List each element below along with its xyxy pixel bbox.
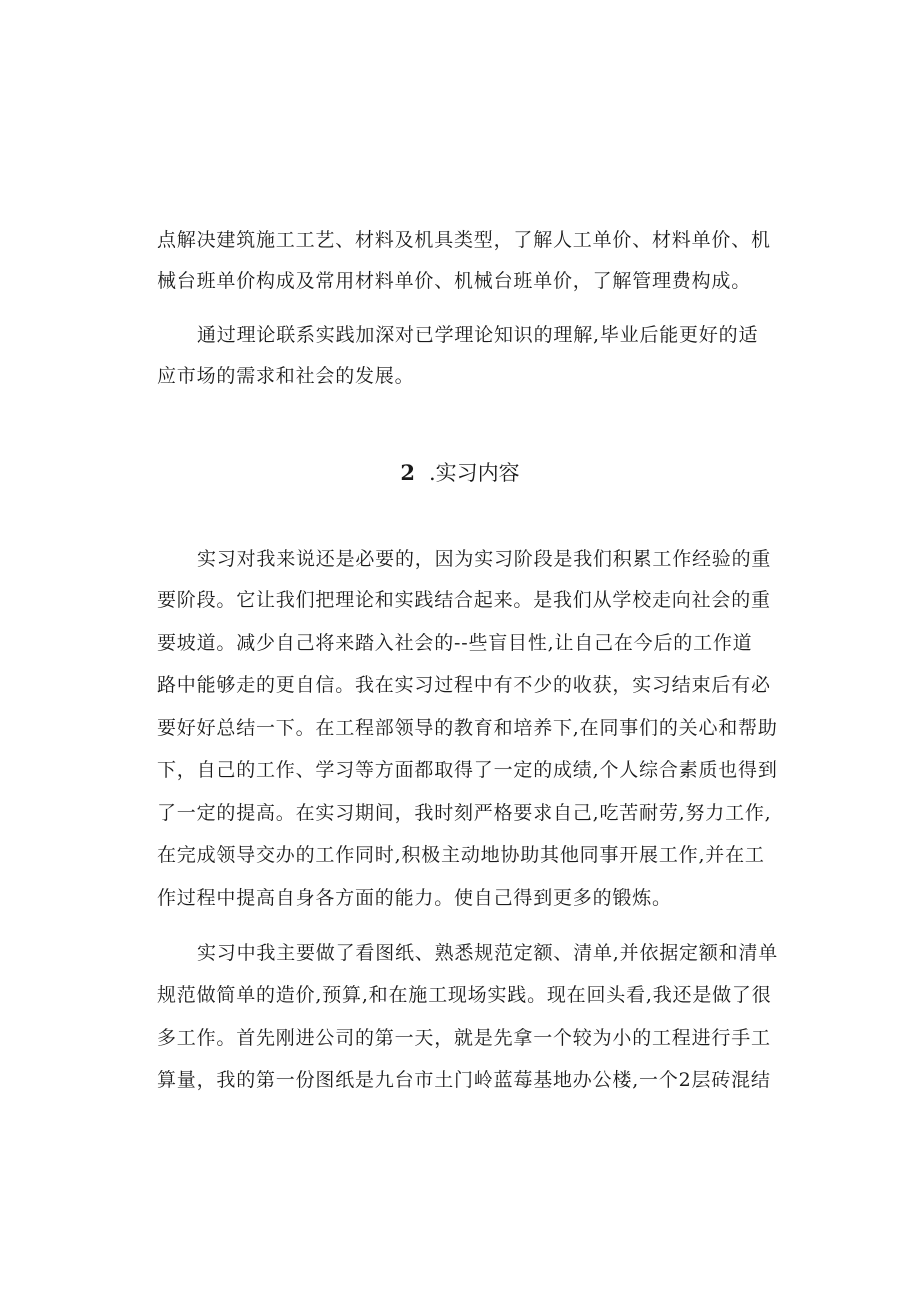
paragraph-goal-line-1: 通过理论联系实践加深对已学理论知识的理解,毕业后能更好的适	[197, 324, 759, 346]
paragraph-content1-line-1: 实习对我来说还是必要的，因为实习阶段是我们积累工作经验的重	[197, 548, 772, 570]
paragraph-content1-line-9: 作过程中提高自身各方面的能力。使自己得到更多的锻炼。	[157, 887, 672, 909]
section-heading	[0, 460, 920, 486]
paragraph-content1-line-5: 要好好总结一下。在工程部领导的教育和培养下,在同事们的关心和帮助	[157, 717, 778, 739]
paragraph-content2-line-1: 实习中我主要做了看图纸、熟悉规范定额、清单,并依据定额和清单	[197, 942, 779, 964]
paragraph-content1-line-4: 路中能够走的更自信。我在实习过程中有不少的收获，实习结束后有必	[157, 674, 771, 696]
paragraph-content1-line-3: 要坡道。减少自己将来踏入社会的--些盲目性,让自己在今后的工作道	[157, 632, 753, 654]
paragraph-top-line-1: 点解决建筑施工工艺、材料及机具类型，了解人工单价、材料单价、机	[157, 229, 771, 251]
paragraph-goal-line-2: 应市场的需求和社会的发展。	[157, 365, 415, 387]
section-number: 2	[400, 460, 415, 485]
paragraph-content2-line-2: 规范做简单的造价,预算,和在施工现场实践。现在回头看,我还是做了很	[157, 984, 772, 1006]
section-title: .实习内容	[428, 461, 520, 485]
paragraph-content1-line-8: 在完成领导交办的工作同时,积极主动地协助其他同事开展工作,并在工	[157, 844, 765, 866]
paragraph-content1-line-2: 要阶段。它让我们把理论和实践结合起来。是我们从学校走向社会的重	[157, 589, 771, 611]
paragraph-content2-line-3: 多工作。首先刚进公司的第一天，就是先拿一个较为小的工程进行手工	[157, 1027, 771, 1049]
paragraph-content2-line-4: 算量，我的第一份图纸是九台市土门岭蓝莓基地办公楼,一个2层砖混结	[157, 1069, 771, 1091]
paragraph-content1-line-6: 下，自己的工作、学习等方面都取得了一定的成绩,个人综合素质也得到	[157, 759, 778, 781]
paragraph-top-line-2: 械台班单价构成及常用材料单价、机械台班单价，了解管理费构成。	[157, 270, 752, 292]
paragraph-content1-line-7: 了一定的提高。在实习期间，我时刻严格要求自己,吃苦耐劳,努力工作,	[157, 802, 772, 824]
